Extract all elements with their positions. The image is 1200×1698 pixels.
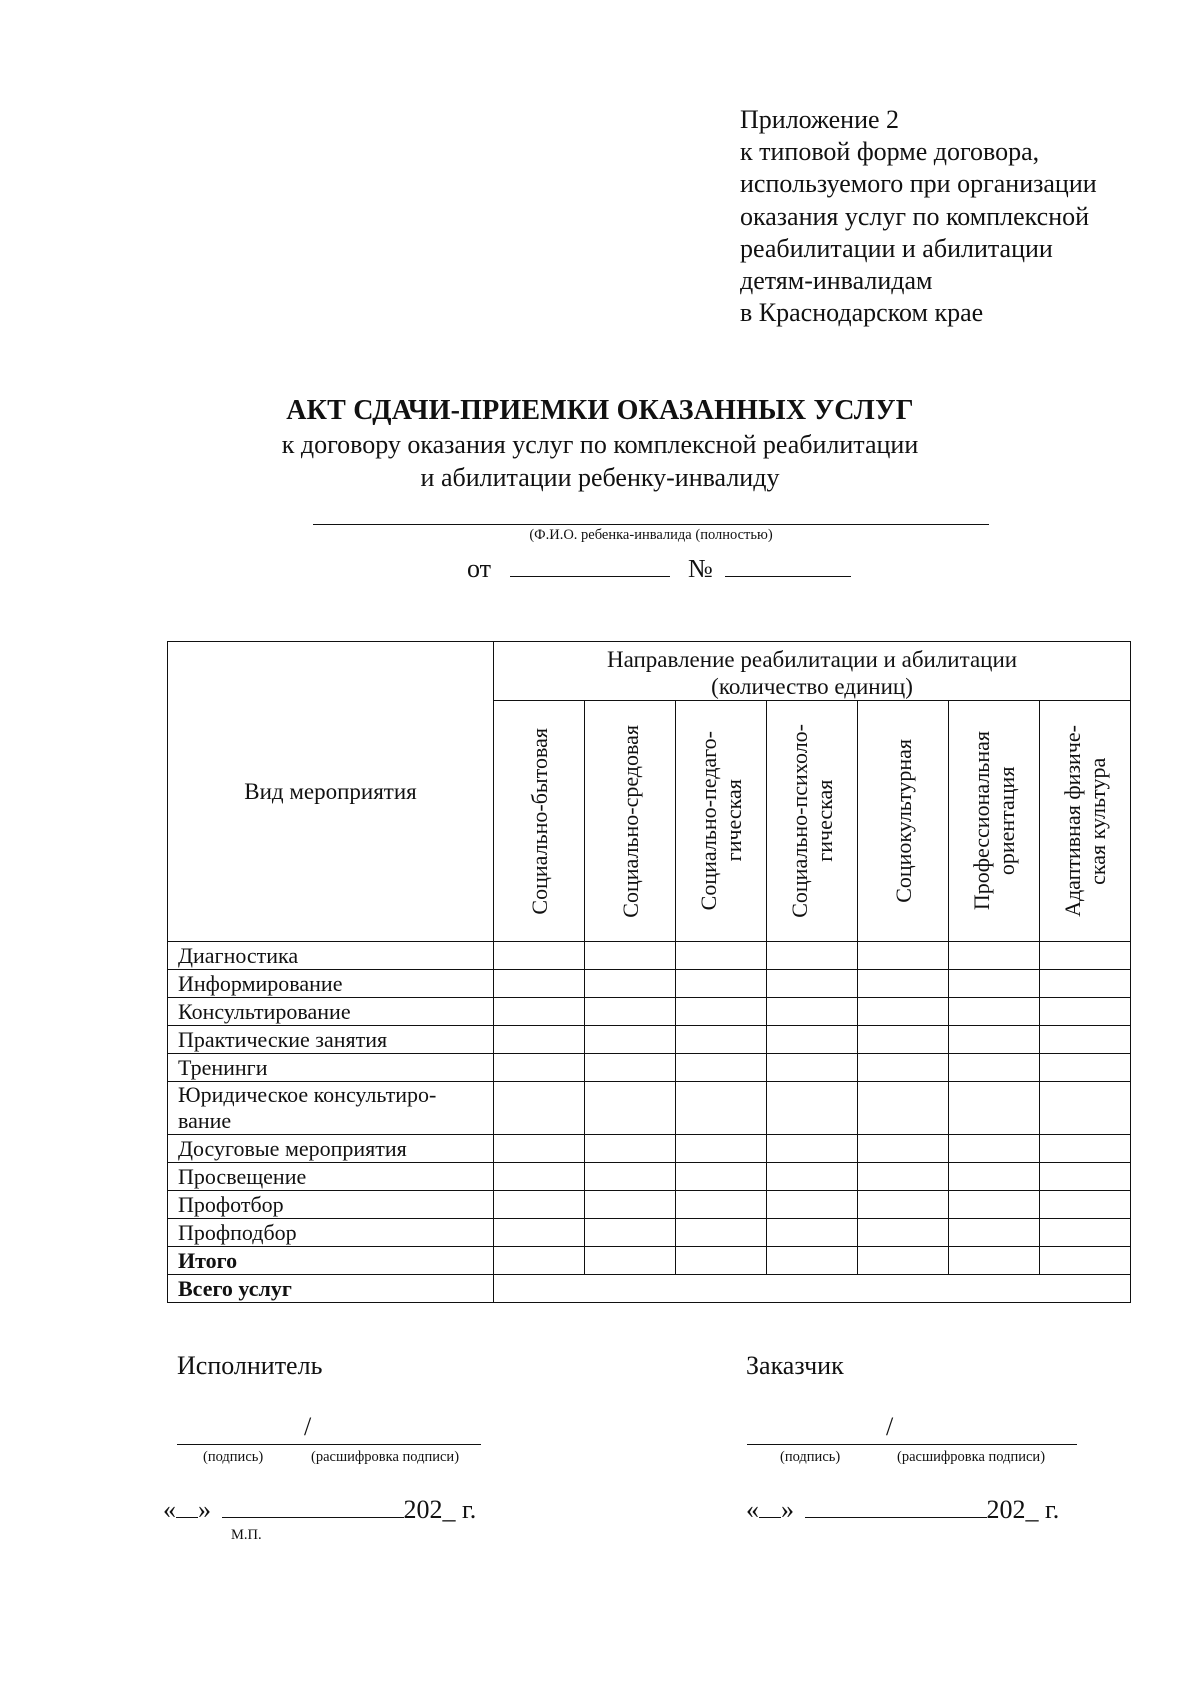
table-cell[interactable]	[585, 1135, 676, 1163]
table-cell[interactable]	[1040, 942, 1131, 970]
table-cell[interactable]	[949, 1054, 1040, 1082]
direction-column-header	[676, 701, 767, 942]
row-label: Досуговые мероприятия	[168, 1135, 494, 1163]
table-cell[interactable]	[494, 1219, 585, 1247]
table-cell[interactable]	[494, 1247, 585, 1275]
table-cell[interactable]	[858, 1163, 949, 1191]
table-cell[interactable]	[585, 1191, 676, 1219]
table-cell[interactable]	[1040, 1219, 1131, 1247]
table-cell[interactable]	[767, 970, 858, 998]
customer-decode-caption: (расшифровка подписи)	[897, 1449, 1046, 1465]
table-cell[interactable]	[494, 1026, 585, 1054]
day-blank[interactable]	[176, 1493, 198, 1518]
table-row	[168, 970, 1131, 998]
table-cell[interactable]	[949, 998, 1040, 1026]
month-blank[interactable]	[805, 1493, 987, 1518]
direction-label: Социально-бытовая	[526, 727, 552, 915]
table-cell[interactable]	[949, 1247, 1040, 1275]
table-cell[interactable]	[949, 1082, 1040, 1135]
document-title: АКТ СДАЧИ-ПРИЕМКИ ОКАЗАННЫХ УСЛУГ	[286, 395, 914, 426]
table-cell[interactable]	[494, 1191, 585, 1219]
table-cell[interactable]	[494, 1163, 585, 1191]
table-row	[168, 1163, 1131, 1191]
appendix-line: к типовой форме договора,	[740, 137, 1040, 167]
table-cell[interactable]	[676, 1135, 767, 1163]
row-label: Практические занятия	[168, 1026, 494, 1054]
day-blank[interactable]	[759, 1493, 781, 1518]
table-cell[interactable]	[858, 1191, 949, 1219]
table-cell[interactable]	[676, 1219, 767, 1247]
table-cell[interactable]	[585, 1247, 676, 1275]
executor-decode-caption: (расшифровка подписи)	[311, 1449, 460, 1465]
fio-caption: (Ф.И.О. ребенка-инвалида (полностью)	[529, 527, 773, 543]
table-cell[interactable]	[585, 970, 676, 998]
table-cell[interactable]	[767, 1163, 858, 1191]
table-cell[interactable]	[585, 942, 676, 970]
table-cell[interactable]	[858, 1082, 949, 1135]
customer-signature-line[interactable]	[747, 1444, 1077, 1445]
table-cell[interactable]	[585, 1082, 676, 1135]
month-blank[interactable]	[222, 1493, 404, 1518]
table-cell[interactable]	[585, 1163, 676, 1191]
table-cell[interactable]	[494, 1135, 585, 1163]
table-cell[interactable]	[585, 1054, 676, 1082]
table-cell[interactable]	[585, 1219, 676, 1247]
row-label: Просвещение	[168, 1163, 494, 1191]
date-quote-open: «	[746, 1495, 759, 1524]
executor-signature-line[interactable]	[177, 1444, 481, 1445]
date-number-row	[467, 552, 851, 584]
table-cell[interactable]	[949, 970, 1040, 998]
appendix-line: используемого при организации	[740, 169, 1097, 199]
table-cell[interactable]	[676, 1026, 767, 1054]
table-cell[interactable]	[858, 1135, 949, 1163]
fio-blank-line[interactable]	[313, 524, 989, 525]
table-cell[interactable]	[858, 998, 949, 1026]
date-blank[interactable]	[510, 552, 670, 577]
direction-column-header	[858, 701, 949, 942]
table-cell[interactable]	[676, 942, 767, 970]
table-cell[interactable]	[767, 1135, 858, 1163]
date-quote-close: »	[198, 1495, 211, 1524]
table-cell[interactable]	[494, 970, 585, 998]
table-cell[interactable]	[676, 1191, 767, 1219]
direction-column-header	[1040, 701, 1131, 942]
table-cell[interactable]	[676, 998, 767, 1026]
table-cell[interactable]	[1040, 1163, 1131, 1191]
direction-header-line: Направление реабилитации и абилитации	[606, 646, 1018, 672]
table-cell[interactable]	[949, 1191, 1040, 1219]
year-text: 202_ г.	[403, 1495, 477, 1524]
table-cell[interactable]	[949, 1163, 1040, 1191]
table-cell[interactable]	[1040, 970, 1131, 998]
table-cell[interactable]	[494, 1054, 585, 1082]
number-blank[interactable]	[725, 552, 851, 577]
customer-date	[746, 1493, 1059, 1525]
table-row	[168, 998, 1131, 1026]
table-cell[interactable]	[494, 1082, 585, 1135]
document-subtitle: к договору оказания услуг по комплексной реабилитации	[281, 430, 919, 459]
table-cell[interactable]	[494, 942, 585, 970]
services-table	[167, 641, 1131, 1303]
grand-total-label: Всего услуг	[168, 1275, 494, 1303]
direction-header	[494, 642, 1131, 701]
table-cell[interactable]	[858, 942, 949, 970]
stamp-label: М.П.	[231, 1527, 262, 1543]
row-label: Профподбор	[168, 1219, 494, 1247]
appendix-line: реабилитации и абилитации	[740, 233, 1053, 263]
direction-header-line: (количество единиц)	[711, 673, 913, 699]
direction-label: Профессиональная ориентация	[969, 731, 1019, 911]
direction-column-header	[767, 701, 858, 942]
table-cell[interactable]	[949, 942, 1040, 970]
customer-role: Заказчик	[746, 1351, 844, 1380]
table-cell[interactable]	[676, 1054, 767, 1082]
table-cell[interactable]	[858, 970, 949, 998]
row-label: Информирование	[168, 970, 494, 998]
direction-label: Социокультурная	[890, 739, 916, 903]
row-label: Консультирование	[168, 998, 494, 1026]
direction-label: Социально-педаго- гическая	[696, 731, 746, 911]
table-row	[168, 1191, 1131, 1219]
direction-label: Социально-средовая	[617, 724, 643, 918]
table-cell[interactable]	[767, 1247, 858, 1275]
table-cell[interactable]	[767, 1054, 858, 1082]
table-cell[interactable]	[1040, 1054, 1131, 1082]
table-cell[interactable]	[676, 970, 767, 998]
date-quote-close: »	[781, 1495, 794, 1524]
table-cell[interactable]	[676, 1082, 767, 1135]
table-cell[interactable]	[1040, 1135, 1131, 1163]
number-sign: №	[688, 554, 713, 583]
row-label: Диагностика	[168, 942, 494, 970]
direction-column-header	[949, 701, 1040, 942]
appendix-line: Приложение 2	[740, 105, 900, 134]
slash-separator: /	[304, 1412, 312, 1441]
table-row	[168, 1082, 1131, 1135]
table-row	[168, 1135, 1131, 1163]
direction-label: Адаптивная физиче- ская культура	[1060, 725, 1111, 917]
row-label: Тренинги	[168, 1054, 494, 1082]
table-cell[interactable]	[949, 1135, 1040, 1163]
direction-label: Социально-психоло- гическая	[787, 724, 837, 918]
total-label: Итого	[168, 1247, 494, 1275]
executor-signature-caption: (подпись)	[203, 1449, 264, 1465]
row-label: Юридическое консультиро- вание	[168, 1082, 494, 1135]
slash-separator: /	[886, 1412, 894, 1441]
table-cell[interactable]	[585, 1026, 676, 1054]
table-cell[interactable]	[676, 1247, 767, 1275]
table-cell[interactable]	[585, 998, 676, 1026]
appendix-line: детям-инвалидам	[740, 266, 933, 296]
row-label: Профотбор	[168, 1191, 494, 1219]
table-cell[interactable]	[858, 1026, 949, 1054]
table-cell[interactable]	[767, 1191, 858, 1219]
table-cell[interactable]	[676, 1163, 767, 1191]
table-row	[168, 1054, 1131, 1082]
activity-header: Вид мероприятия	[168, 642, 494, 942]
table-cell[interactable]	[767, 1219, 858, 1247]
direction-column-header	[585, 701, 676, 942]
executor-date	[163, 1493, 476, 1525]
year-text: 202_ г.	[986, 1495, 1060, 1524]
document-subtitle: и абилитации ребенку-инвалиду	[420, 463, 780, 492]
table-cell[interactable]	[767, 998, 858, 1026]
appendix-line: оказания услуг по комплексной	[740, 201, 1090, 231]
table-cell[interactable]	[1040, 998, 1131, 1026]
grand-total-cell[interactable]	[494, 1275, 1131, 1303]
customer-signature-caption: (подпись)	[780, 1449, 841, 1465]
table-cell[interactable]	[1040, 1191, 1131, 1219]
table-cell[interactable]	[767, 1026, 858, 1054]
table-cell[interactable]	[949, 1026, 1040, 1054]
table-cell[interactable]	[858, 1247, 949, 1275]
date-prefix: от	[467, 554, 492, 583]
appendix-line: в Краснодарском крае	[740, 298, 984, 328]
table-row	[168, 1219, 1131, 1247]
table-row	[168, 1026, 1131, 1054]
table-cell[interactable]	[494, 998, 585, 1026]
grand-total-row	[168, 1275, 1131, 1303]
executor-role: Исполнитель	[177, 1351, 323, 1380]
direction-column-header	[494, 701, 585, 942]
appendix-note	[740, 104, 1097, 329]
table-cell[interactable]	[1040, 1082, 1131, 1135]
total-row	[168, 1247, 1131, 1275]
table-cell[interactable]	[767, 942, 858, 970]
table-cell[interactable]	[767, 1082, 858, 1135]
table-cell[interactable]	[1040, 1247, 1131, 1275]
table-cell[interactable]	[858, 1219, 949, 1247]
date-quote-open: «	[163, 1495, 176, 1524]
table-cell[interactable]	[949, 1219, 1040, 1247]
table-cell[interactable]	[858, 1054, 949, 1082]
table-row	[168, 942, 1131, 970]
table-cell[interactable]	[1040, 1026, 1131, 1054]
